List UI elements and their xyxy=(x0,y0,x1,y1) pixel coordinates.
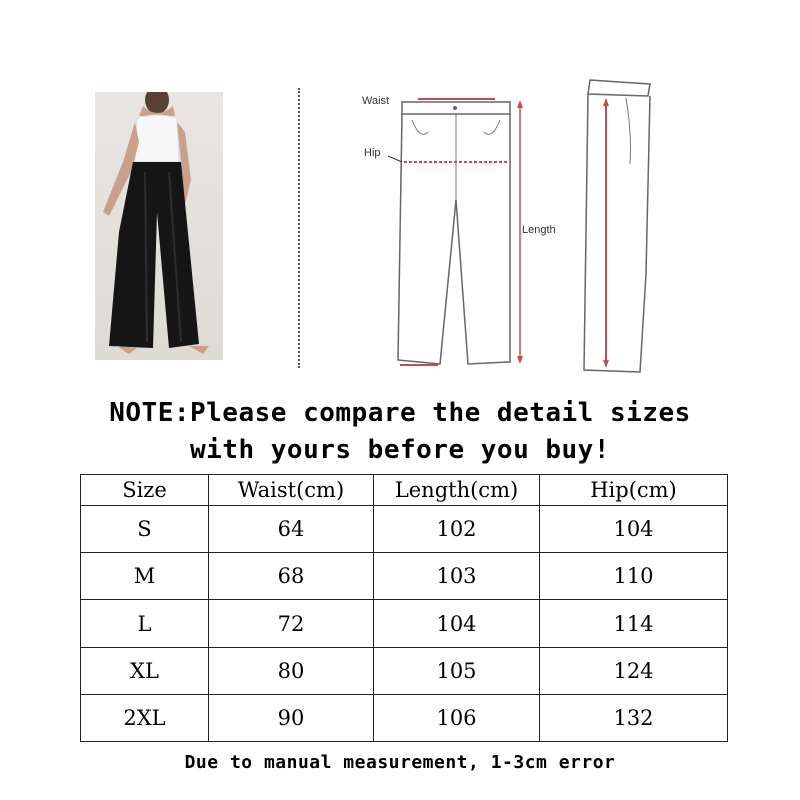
cell-size: 2XL xyxy=(81,694,209,741)
front-measurement-diagram xyxy=(360,80,560,380)
table-row xyxy=(81,553,728,600)
cell-waist: 72 xyxy=(209,600,374,647)
cell-hip: 124 xyxy=(540,647,728,694)
cell-hip: 132 xyxy=(540,694,728,741)
product-photo xyxy=(95,92,223,360)
cell-waist: 80 xyxy=(209,647,374,694)
cell-hip: 110 xyxy=(540,553,728,600)
cell-waist: 68 xyxy=(209,553,374,600)
note-line-1: NOTE:Please compare the detail sizes xyxy=(109,398,691,428)
cell-hip: 104 xyxy=(540,506,728,553)
cell-hip: 114 xyxy=(540,600,728,647)
header-length: Length(cm) xyxy=(374,475,540,506)
note-text xyxy=(0,395,800,469)
cell-size: XL xyxy=(81,647,209,694)
length-label: Length xyxy=(522,224,556,236)
table-header-row xyxy=(81,475,728,506)
measurement-disclaimer: Due to manual measurement, 1-3cm error xyxy=(184,752,616,773)
side-measurement-diagram xyxy=(570,74,710,380)
hip-label: Hip xyxy=(364,147,381,159)
cell-waist: 90 xyxy=(209,694,374,741)
cell-waist: 64 xyxy=(209,506,374,553)
waist-label: Waist xyxy=(362,95,390,107)
cell-size: M xyxy=(81,553,209,600)
table-row xyxy=(81,506,728,553)
header-size: Size xyxy=(81,475,209,506)
cell-size: S xyxy=(81,506,209,553)
note-line-2: with yours before you buy! xyxy=(190,435,610,465)
header-waist: Waist(cm) xyxy=(209,475,374,506)
cell-length: 103 xyxy=(374,553,540,600)
dotted-divider xyxy=(298,88,300,368)
cell-length: 102 xyxy=(374,506,540,553)
table-row xyxy=(81,694,728,741)
cell-length: 106 xyxy=(374,694,540,741)
header-hip: Hip(cm) xyxy=(540,475,728,506)
cell-length: 105 xyxy=(374,647,540,694)
table-row xyxy=(81,647,728,694)
table-row xyxy=(81,600,728,647)
cell-length: 104 xyxy=(374,600,540,647)
size-table xyxy=(80,474,728,742)
cell-size: L xyxy=(81,600,209,647)
